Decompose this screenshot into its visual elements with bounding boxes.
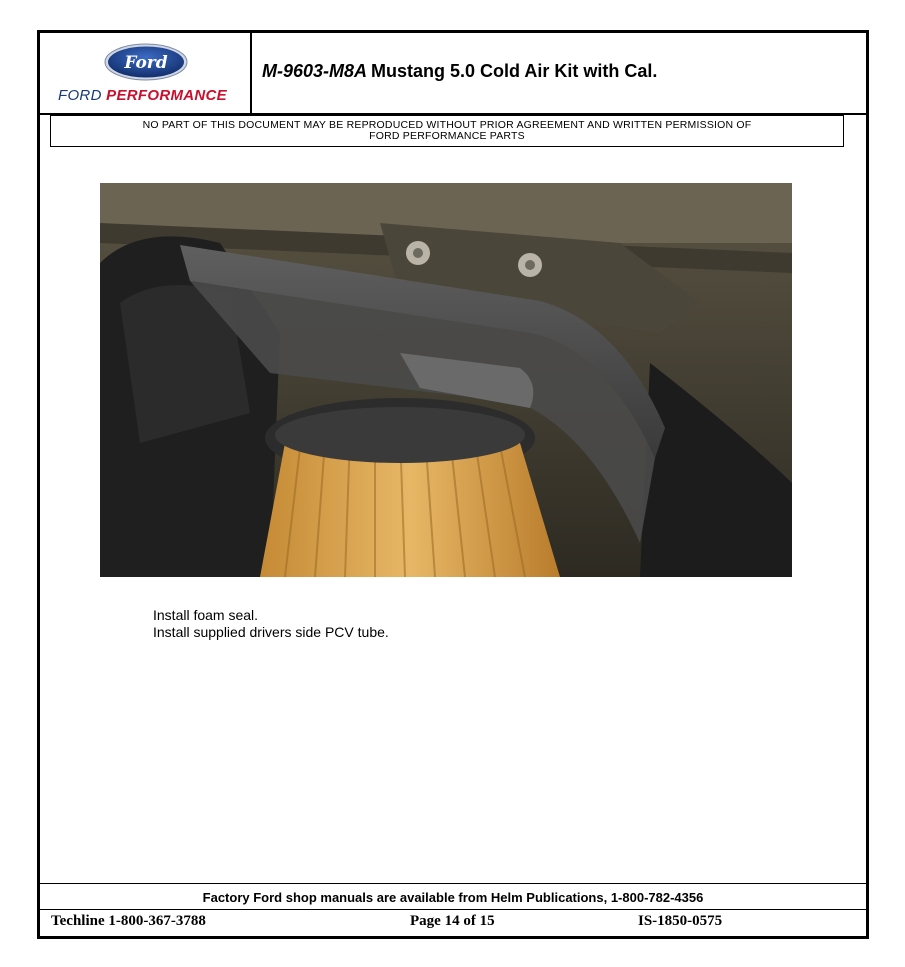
- document-header: [40, 33, 866, 115]
- copyright-notice: [50, 115, 844, 147]
- logo-cell: [40, 33, 252, 113]
- ford-logo-text: Ford: [124, 53, 168, 73]
- kit-title: Mustang 5.0 Cold Air Kit with Cal.: [371, 61, 658, 81]
- part-number: M-9603-M8A: [262, 61, 368, 81]
- document-footer: [40, 910, 866, 936]
- techline-phone: Techline 1-800-367-3788: [51, 913, 206, 929]
- instruction-text: [153, 607, 653, 641]
- ford-oval-logo: [104, 43, 188, 81]
- ford-performance-wordmark: FORD PERFORMANCE: [58, 87, 227, 104]
- manuals-note: Factory Ford shop manuals are available from Helm Publications, 1-800-782-4356: [40, 883, 866, 910]
- notice-line-1: NO PART OF THIS DOCUMENT MAY BE REPRODUCED WITHOUT PRIOR AGREEMENT AND WRITTEN PERMISSION OF: [142, 119, 752, 131]
- document-frame: [37, 30, 869, 939]
- document-code: IS-1850-0575: [638, 913, 723, 929]
- instruction-step-1: Install foam seal.: [153, 607, 259, 623]
- installation-photo: [100, 183, 792, 577]
- page-number: Page 14 of 15: [410, 913, 495, 929]
- document-title: [262, 61, 852, 82]
- notice-line-2: FORD PERFORMANCE PARTS: [369, 130, 525, 142]
- instruction-step-2: Install supplied drivers side PCV tube.: [153, 624, 389, 640]
